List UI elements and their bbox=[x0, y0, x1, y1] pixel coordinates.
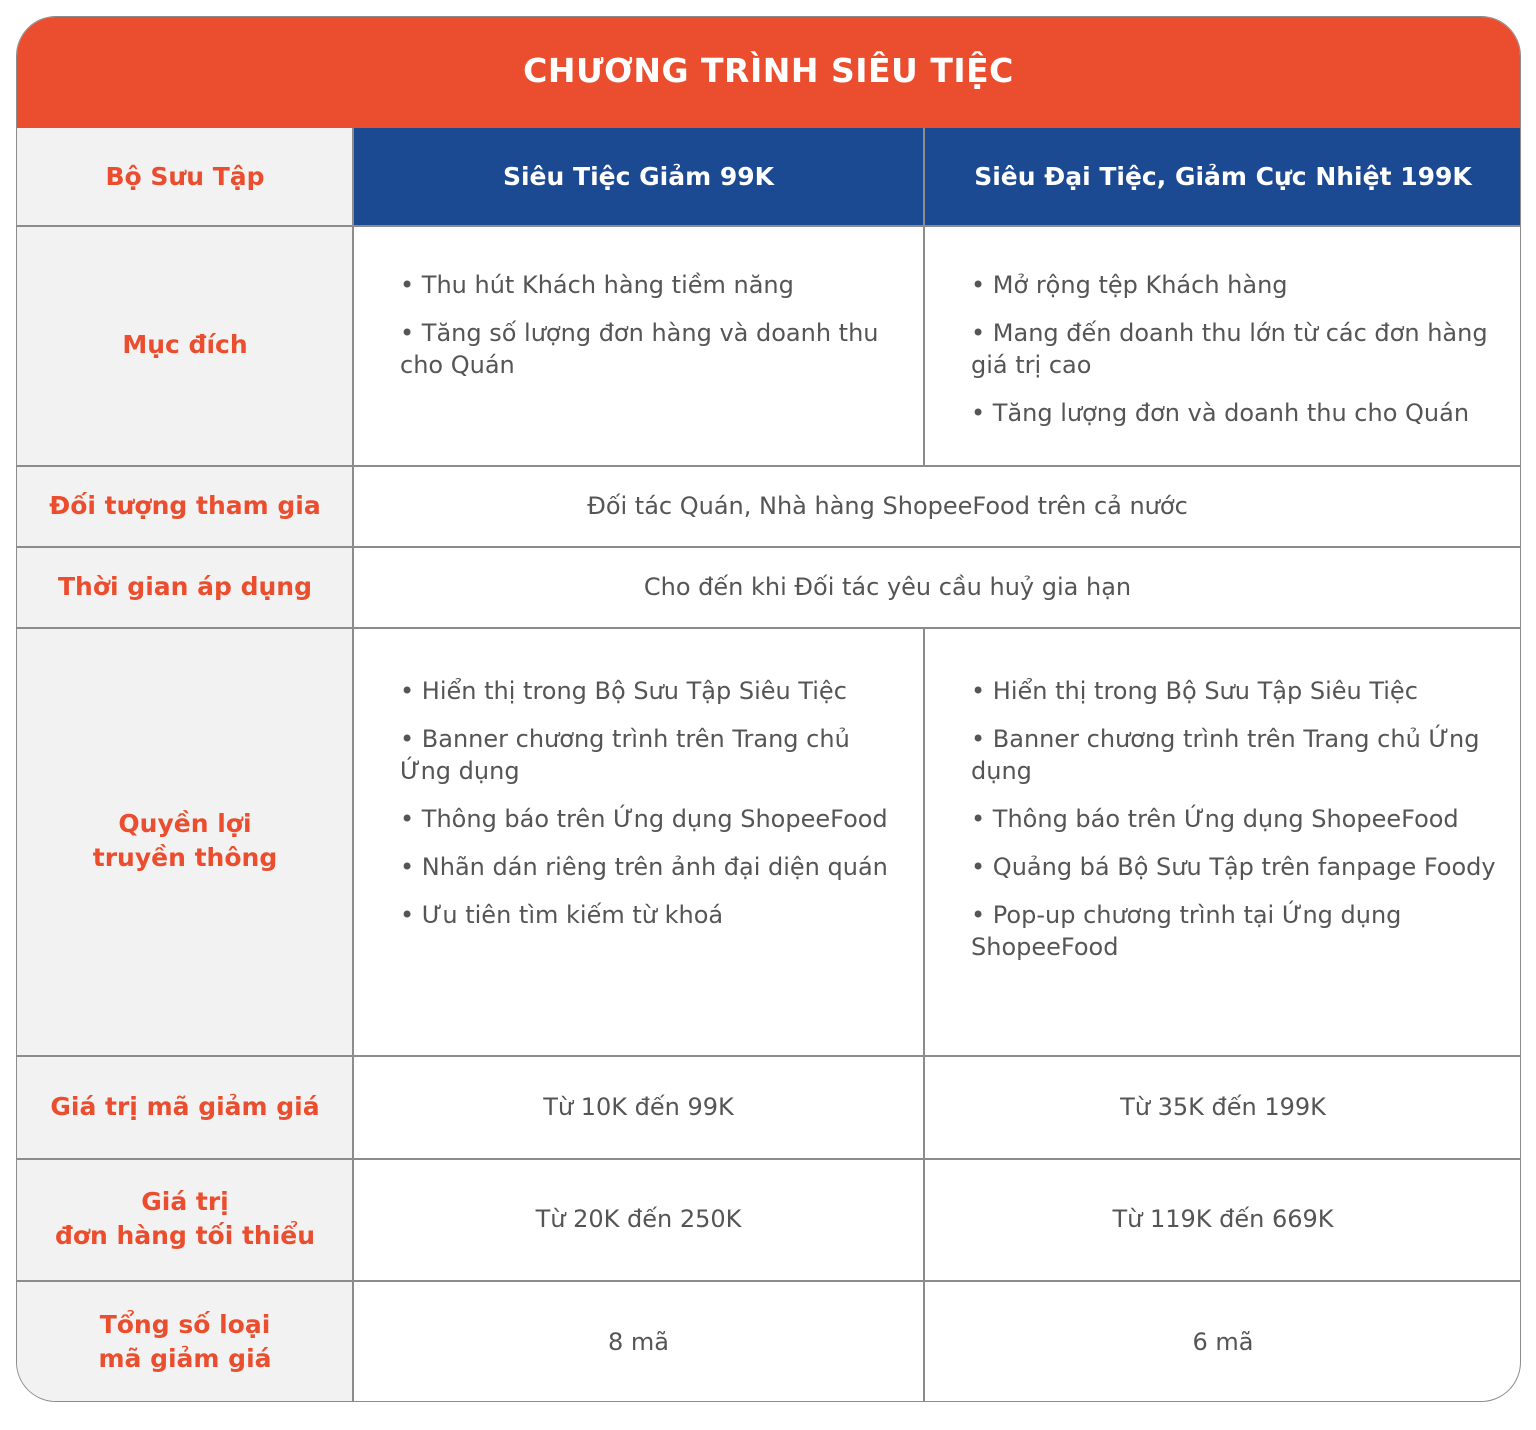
code-count-99k-value: 8 mã bbox=[608, 1327, 669, 1356]
benefits-199k-item: • Thông báo trên Ứng dụng ShopeeFood bbox=[971, 803, 1504, 835]
header-label: Bộ Sưu Tập bbox=[105, 161, 265, 191]
min-order-199k-value: Từ 119K đến 669K bbox=[1112, 1205, 1334, 1233]
row-label-discount: Giá trị mã giảm giá bbox=[50, 1091, 320, 1121]
discount-99k-value: Từ 10K đến 99K bbox=[543, 1092, 734, 1121]
row-label-period: Thời gian áp dụng bbox=[58, 571, 312, 601]
program-table-card bbox=[16, 16, 1521, 1402]
benefits-199k-item: • Pop-up chương trình tại Ứng dụng ShopeeFood bbox=[971, 899, 1504, 963]
column-header-199k-text: Siêu Đại Tiệc, Giảm Cực Nhiệt 199K bbox=[974, 162, 1472, 191]
row-label-purpose: Mục đích bbox=[122, 330, 248, 359]
benefits-99k-item: • Banner chương trình trên Trang chủ Ứng dụng bbox=[400, 723, 906, 787]
purpose-199k-item: • Tăng lượng đơn và doanh thu cho Quán bbox=[971, 397, 1504, 429]
purpose-199k-list bbox=[924, 269, 1521, 445]
column-header-99k-text: Siêu Tiệc Giảm 99K bbox=[502, 162, 774, 191]
row-label-discount-cell bbox=[17, 1055, 353, 1158]
row-label-min-order-cell bbox=[17, 1158, 353, 1280]
benefits-99k-item: • Thông báo trên Ứng dụng ShopeeFood bbox=[400, 803, 906, 835]
column-divider bbox=[352, 128, 354, 1402]
benefits-199k-item: • Quảng bá Bộ Sưu Tập trên fanpage Foody bbox=[971, 851, 1504, 883]
benefits-99k-item: • Ưu tiên tìm kiếm từ khoá bbox=[400, 899, 906, 931]
column-divider bbox=[923, 128, 925, 465]
purpose-199k-item: • Mang đến doanh thu lớn từ các đơn hàng giá trị cao bbox=[971, 317, 1504, 381]
row-label-code-count: Tổng số loại mã giảm giá bbox=[98, 1309, 272, 1373]
benefits-99k-list bbox=[353, 675, 924, 947]
row-divider bbox=[17, 1055, 1520, 1057]
benefits-199k-item: • Hiển thị trong Bộ Sưu Tập Siêu Tiệc bbox=[971, 675, 1504, 707]
row-label-benefits: Quyền lợi truyền thông bbox=[92, 809, 278, 872]
discount-199k-value: Từ 35K đến 199K bbox=[1120, 1092, 1326, 1121]
benefits-99k-item: • Nhãn dán riêng trên ảnh đại diện quán bbox=[400, 851, 906, 883]
discount-99k-cell bbox=[353, 1055, 924, 1158]
benefits-199k-list bbox=[924, 675, 1521, 979]
participants-value-cell bbox=[353, 465, 1422, 546]
purpose-99k-item: • Thu hút Khách hàng tiềm năng bbox=[400, 269, 906, 301]
column-divider bbox=[923, 627, 925, 1402]
row-label-benefits-cell bbox=[17, 627, 353, 1055]
row-label-purpose-cell bbox=[17, 225, 353, 465]
period-value: Cho đến khi Đối tác yêu cầu huỷ gia hạn bbox=[643, 572, 1132, 601]
min-order-99k-cell bbox=[353, 1158, 924, 1280]
benefits-199k-item: • Banner chương trình trên Trang chủ Ứng dụng bbox=[971, 723, 1504, 787]
header-label-cell bbox=[17, 128, 353, 225]
page-title: CHƯƠNG TRÌNH SIÊU TIỆC bbox=[523, 51, 1014, 90]
row-divider bbox=[17, 1158, 1520, 1160]
min-order-99k-value: Từ 20K đến 250K bbox=[535, 1205, 742, 1233]
row-divider bbox=[17, 1280, 1520, 1282]
code-count-99k-cell bbox=[353, 1280, 924, 1402]
code-count-199k-value: 6 mã bbox=[1192, 1327, 1254, 1356]
row-label-code-count-cell bbox=[17, 1280, 353, 1402]
participants-value: Đối tác Quán, Nhà hàng ShopeeFood trên cả nước bbox=[587, 491, 1188, 520]
period-value-cell bbox=[353, 546, 1422, 627]
row-label-participants-cell bbox=[17, 465, 353, 546]
row-divider bbox=[17, 627, 1520, 629]
row-divider bbox=[17, 465, 1520, 467]
discount-199k-cell bbox=[924, 1055, 1521, 1158]
benefits-99k-item: • Hiển thị trong Bộ Sưu Tập Siêu Tiệc bbox=[400, 675, 906, 707]
min-order-199k-cell bbox=[924, 1158, 1521, 1280]
row-label-period-cell bbox=[17, 546, 353, 627]
purpose-99k-item: • Tăng số lượng đơn hàng và doanh thu cho Quán bbox=[400, 317, 906, 381]
column-header-99k bbox=[353, 128, 924, 225]
column-header-199k bbox=[924, 128, 1521, 225]
row-label-min-order: Giá trị đơn hàng tối thiểu bbox=[54, 1187, 316, 1250]
purpose-199k-item: • Mở rộng tệp Khách hàng bbox=[971, 269, 1504, 301]
purpose-99k-list bbox=[353, 269, 924, 397]
row-label-participants: Đối tượng tham gia bbox=[49, 490, 321, 520]
code-count-199k-cell bbox=[924, 1280, 1521, 1402]
row-divider bbox=[17, 546, 1520, 548]
row-divider bbox=[17, 225, 1520, 227]
title-banner bbox=[17, 17, 1520, 128]
